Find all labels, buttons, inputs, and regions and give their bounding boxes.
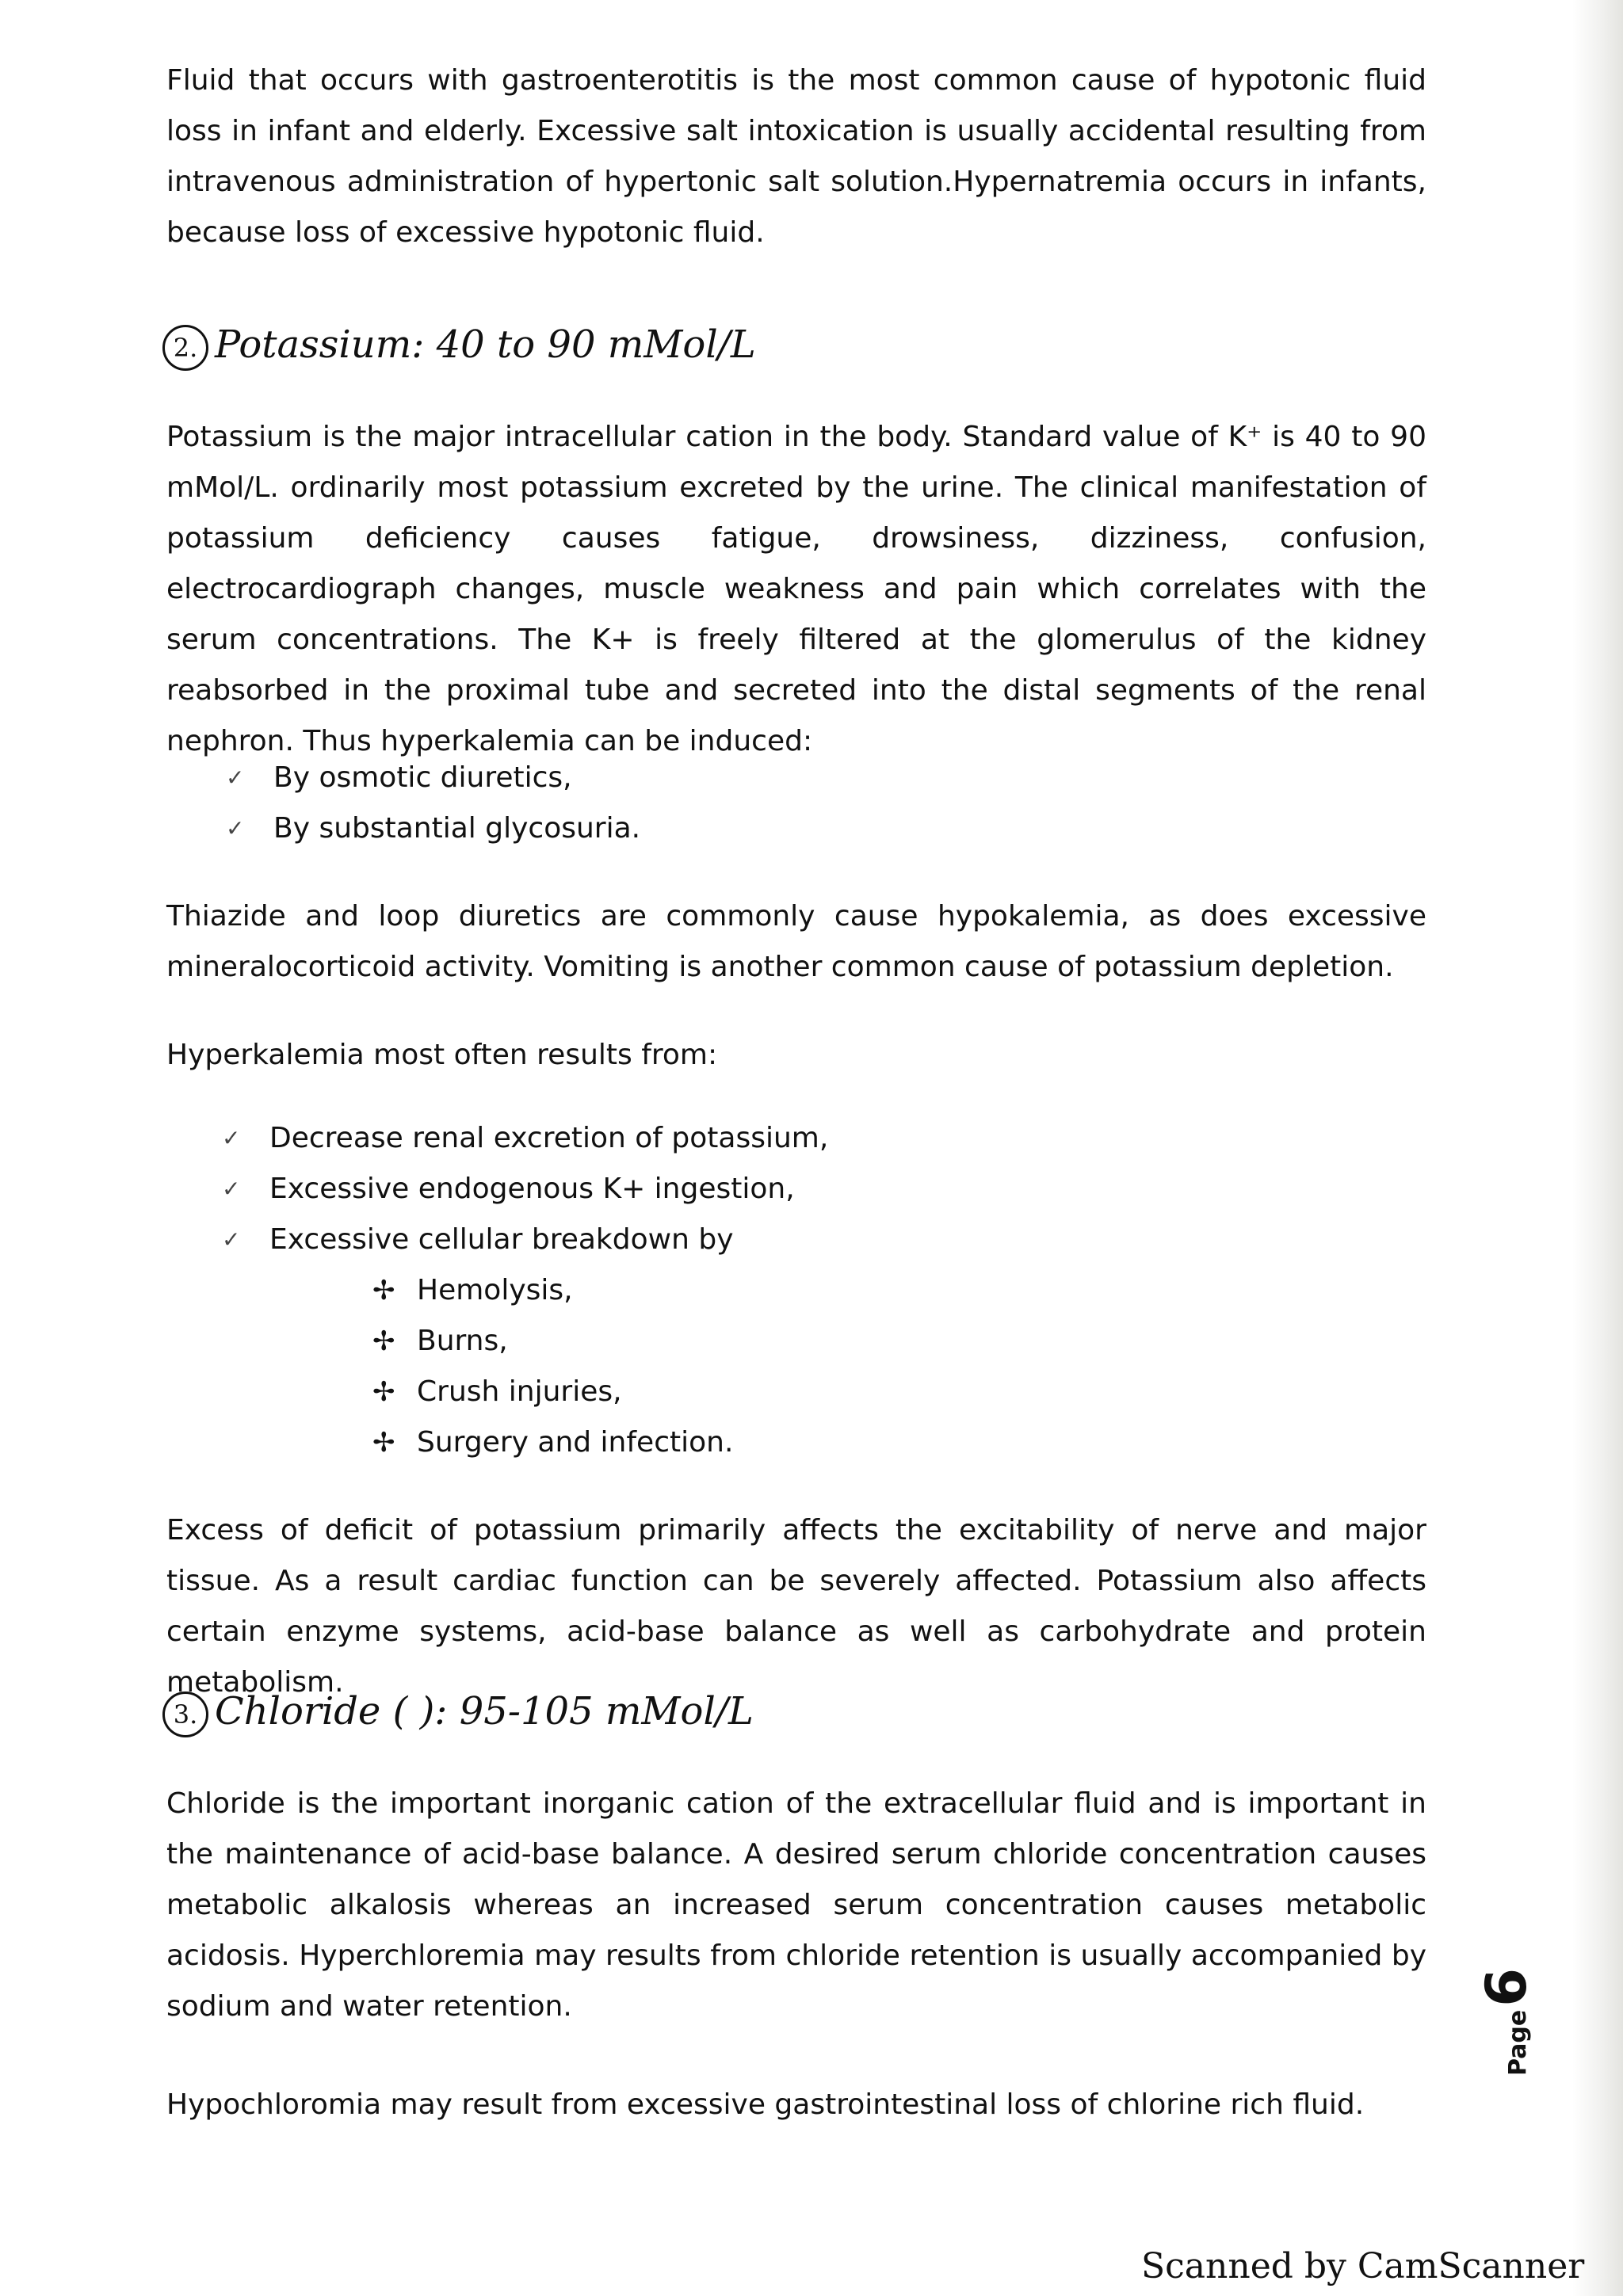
potassium-paragraph-3: Excess of deficit of potassium primarily affects the excitability of nerve and major tissue. As a result cardiac function can be severely affected. Potassium also affects certain enzyme systems, acid-base balance as well as carbohydrate and protein metabolism. [166,1514,1426,1699]
list-item-text: By substantial glycosuria. [273,812,641,845]
list-item [226,803,640,854]
list-item [372,1367,733,1417]
list-item-text: By osmotic diuretics, [273,761,572,794]
arrow-bullet-icon: ✢ [372,1376,395,1408]
potassium-heading [162,321,756,371]
list-item [372,1316,733,1367]
chloride-paragraph-2: Hypochloromia may result from excessive gastrointestinal loss of chlorine rich fluid. [166,2088,1365,2121]
list-item [372,1417,733,1468]
scan-edge-strip [1572,0,1623,2296]
chloride-paragraph-1: Chloride is the important inorganic cation of the extracellular fluid and is important in the maintenance of acid-base balance. A desired serum chloride concentration causes metabolic alkalosis whereas an increased serum concentration causes metabolic acidosis. Hyperchloremia may results from chloride retention is usually accompanied by sodium and water retention. [166,1787,1426,2023]
list-item-text: Burns, [417,1325,508,1357]
list-item-text: Excessive endogenous K+ ingestion, [269,1173,795,1205]
page-label: Page [1504,2009,1532,2076]
arrow-bullet-icon: ✢ [372,1275,395,1306]
chloride-heading-text: Chloride ( ): 95-105 mMol/L [215,1689,754,1733]
list-item-text: Excessive cellular breakdown by [269,1223,734,1256]
list-item [222,1215,828,1265]
list-item-text: Surgery and infection. [417,1426,734,1459]
list-item-text: Hemolysis, [417,1274,573,1306]
check-mark-icon: ✓ [226,815,245,841]
potassium-heading-text: Potassium: 40 to 90 mMol/L [215,322,756,367]
chloride-heading [162,1688,754,1737]
page-number [1474,1968,1539,2076]
section-number-badge: 3. [162,1691,208,1737]
list-item [226,753,640,803]
list-item [372,1265,733,1316]
check-mark-icon: ✓ [222,1226,241,1253]
breakdown-list [372,1265,733,1468]
potassium-paragraph-1: Potassium is the major intracellular cation in the body. Standard value of K⁺ is 40 to 90 mMol/L. ordinarily most potassium excreted by the urine. The clinical manifestation of potassium deficiency causes fatigue, drowsiness, dizziness, confusion, electrocardiograph changes, muscle weakness and pain which correlates with the serum concentrations. The K+ is freely filtered at the glomerulus of the kidney reabsorbed in the proximal tube and secreted into the distal segments of the renal nephron. Thus hyperkalemia can be induced: [166,421,1426,757]
arrow-bullet-icon: ✢ [372,1325,395,1357]
list-item-text: Crush injuries, [417,1375,622,1408]
list-item-text: Decrease renal excretion of potassium, [269,1122,829,1154]
check-mark-icon: ✓ [226,765,245,791]
list-item [222,1164,828,1215]
potassium-paragraph-2: Thiazide and loop diuretics are commonly cause hypokalemia, as does excessive mineralocorticoid activity. Vomiting is another common cause of potassium depletion. [166,900,1426,983]
induced-list [226,753,640,854]
arrow-bullet-icon: ✢ [372,1427,395,1459]
check-mark-icon: ✓ [222,1125,241,1151]
check-mark-icon: ✓ [222,1176,241,1202]
section-number-badge: 2. [162,325,208,371]
hyperkalemia-intro: Hyperkalemia most often results from: [166,1039,718,1071]
page-number-value: 6 [1474,1968,1539,2007]
hyperkalemia-list [222,1113,828,1265]
scanner-watermark: Scanned by CamScanner [1141,2246,1585,2286]
list-item [222,1113,828,1164]
intro-paragraph: Fluid that occurs with gastroenterotitis is the most common cause of hypotonic fluid loss in infant and elderly. Excessive salt intoxication is usually accidental resulting from intravenous administration of hypertonic salt solution.Hypernatremia occurs in infants, because loss of excessive hypotonic fluid. [166,64,1426,249]
